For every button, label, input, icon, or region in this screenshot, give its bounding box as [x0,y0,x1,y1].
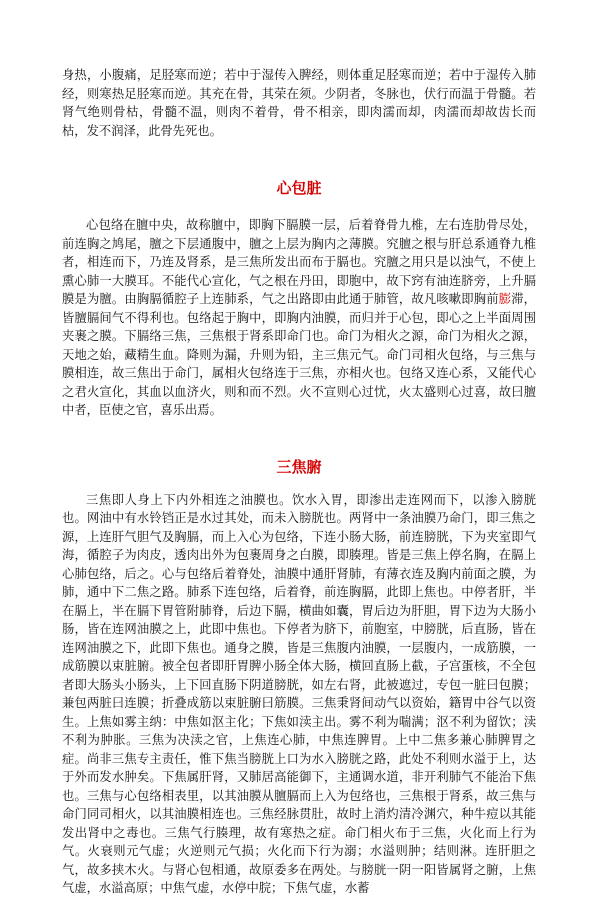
document-page [62,66,536,898]
highlighted-character: 膨 [498,292,512,306]
pericardium-text-before: 心包络在膻中央，故称膻中，即胸下膈膜一层，后着脊骨九椎，左右连肋骨尽处，前连胸之鸠尾，膻之下层通腹中，膻之上层为胸内之薄膜。究膻之根与肝总系通脊九椎者，相连而下，乃连及肾系，是三焦所发出而布于膈也。究膻之用只是以浊气，不使上熏心肺一大膜耳。不能代心宣化，气之根在丹田，即胞中，故下窍有油连脐旁，上升膈膜是为膻。由胸膈循腔子上连肺系，气之出路即由此通于肺管，故凡咳嗽即胸前 [62,218,536,306]
section-heading-pericardium: 心包脏 [276,179,322,197]
pericardium-text-after: 滞，皆膻膈间气不得利也。包络起于胸中，即胸内油膜，而归并于心包，即心之上半面周围夹裹之膜。下膈络三焦，三焦根于肾系即命门也。命门为相火之源，命门为相火之源，天地之始，藏精生血。降则为漏，升则为铅，主三焦元气。命门司相火包络，与三焦与膜相连，故三焦出于命门，属相火包络连于三焦，亦相火也。包络又连心系，又能代心之君火宣化，其血以血济火，则和而不烈。火不宣则心过忧，火太盛则心过喜，故曰膻中者，臣使之官，喜乐出焉。 [62,292,536,417]
pericardium-paragraph [62,216,536,420]
triple-burner-paragraph: 三焦即人身上下内外相连之油膜也。饮水入胃，即渗出走连网而下，以渗入膀胱也。网油中有水铃铛正是水过其处，而未入膀胱也。两肾中一条油膜乃命门，即三焦之源，上连肝气胆气及胸膈，而上入心为包络，下连小肠大肠，前连膀胱，下为夹室即气海，循腔子为肉皮，透肉出外为包裹周身之白膜，即腠理。皆是三焦上停名胸，在膈上心肺包络，后之。心与包络后着脊处，油膜中通肝肾肺，有薄衣连及胸内前面之膜，为肺，通中下二焦之路。肺系下连包络，后着脊，前连胸膈，此即上焦也。中停者肝，半在膈上，半在膈下胃管附肺脊，后边下膈，横曲如囊，胃后边为肝胆，胃下边为大肠小肠，皆在连网油膜之上，此即中焦也。下停者为脐下，前胞室，中膀胱，后直肠，皆在连网油膜之下，此即下焦也。通身之膜，皆是三焦腹内油膜，一层腹内，一成筋膜，一成筋膜以束脏腑。被全包者即肝胃脾小肠全体大肠，横回直肠上截，子宫蛋核，不全包者即大肠头小肠头，上下回直肠下阴道膀胱，如左右肾，此被遮过，专包一脏曰包膜；兼包两脏曰连膜；折叠成筋以束脏腑曰筋膜。三焦秉肾间动气以资始，籍胃中谷气以资生。上焦如雾主纳：中焦如沤主化；下焦如渎主出。雾不利为喘满；沤不利为留饮；渎不利为肿胀。三焦为决渎之官，上焦连心肺，中焦连脾胃。上中二焦多兼心肺脾胃之症。尚非三焦专主责任，惟下焦当膀胱上口为水入膀胱之路，此处不利则水溢于上，达于外而发水肿矣。下焦属肝肾，又肺居高能御下，主通调水道，非开利肺气不能治下焦也。三焦与心包络相表里，以其油膜从膻膈而上入为包络也，三焦根于肾系，故三焦与命门同司相火，以其油膜相连也。三焦经脉贯肚，故时上消灼清冷渊穴，种牛痘以其能发出肾中之毒也。三焦气行腠理，故有寒热之症。命门相火布于三焦，火化而上行为气。火衰则元气虚；火逆则元气损；火化而下行为溺；水溢则肿；结则淋。连肝胆之气，故多挟木火。与肾心包相通，故原委多在两处。与膀胱一阴一阳皆属肾之腑，上焦气虚，水溢高原；中焦气虚，水停中脘；下焦气虚，水蓄 [62,492,536,895]
section-heading-triple-burner: 三焦腑 [276,457,322,476]
intro-paragraph: 身热，小腹痛，足胫寒而逆；若中于湿传入脾经，则体重足胫寒而逆；若中于湿传入肺经，则寒热足胫寒而逆。其充在骨，其荣在须。少阴者，冬脉也，伏行而温于骨髓。若肾气绝则骨枯，骨髓不温，则肉不着骨，骨不相亲，即肉濡而却，肉濡而却故齿长而枯，发不润泽，此骨先死也。 [62,68,536,138]
